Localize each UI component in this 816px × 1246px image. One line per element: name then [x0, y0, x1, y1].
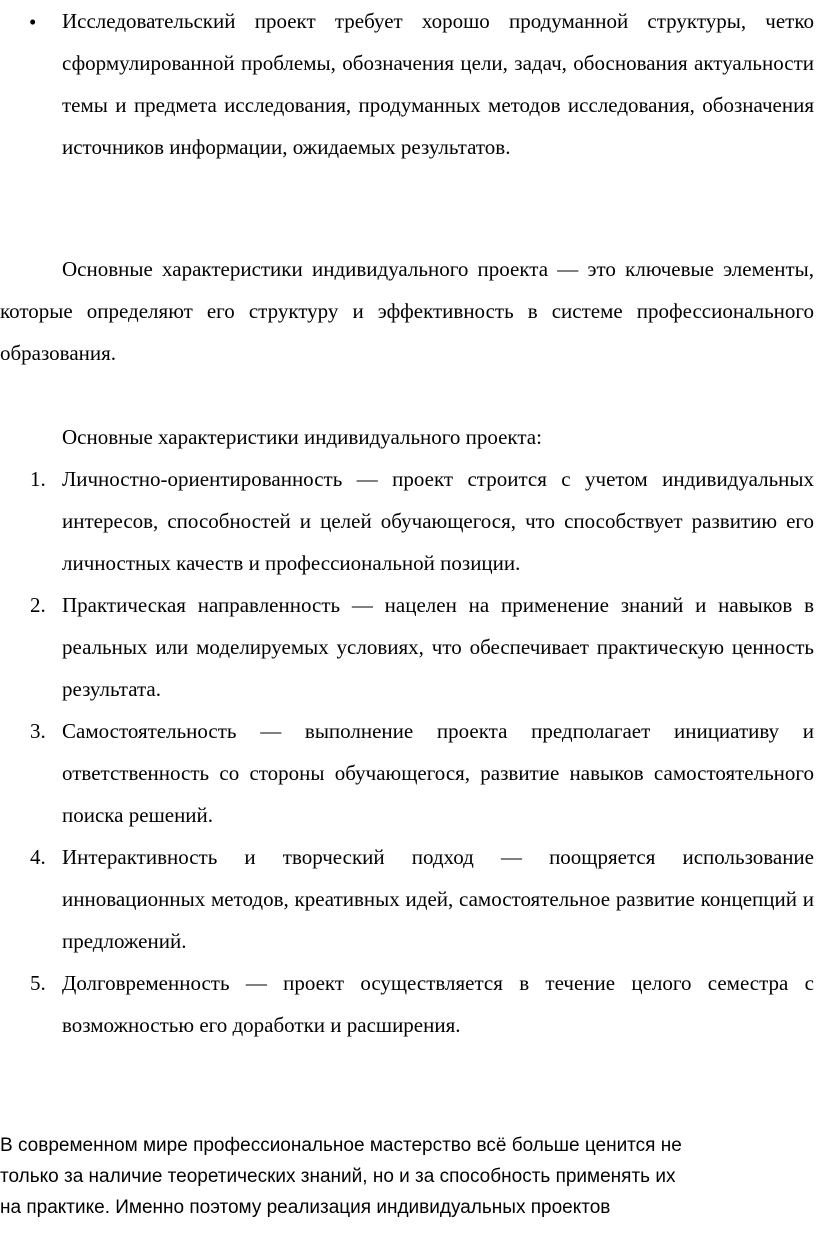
list-item-number: 3.: [30, 719, 46, 743]
list-item: [0, 836, 816, 962]
list-item: [0, 458, 816, 584]
list-item-text: Интерактивность и творческий подход — поощряется использование инновационных методов, креативных идей, самостоятельное развитие концепций и предложений.: [62, 845, 814, 953]
closing-line: на практике. Именно поэтому реализация индивидуальных проектов: [0, 1197, 611, 1218]
list-item: [0, 710, 816, 836]
list-item-number: 4.: [30, 845, 46, 869]
bullet-icon: •: [29, 10, 37, 34]
closing-line: только за наличие теоретических знаний, но и за способность применять их: [0, 1166, 676, 1187]
list-item: [0, 962, 816, 1046]
list-item-text: Практическая направленность — нацелен на применение знаний и навыков в реальных или моделируемых условиях, что обеспечивает практическую ценность результата.: [62, 593, 814, 701]
list-item-number: 2.: [30, 593, 46, 617]
numbered-list: [0, 458, 816, 1046]
closing-line: В современном мире профессиональное мастерство всё больше ценится не: [0, 1135, 682, 1156]
list-heading: Основные характеристики индивидуального проекта:: [62, 425, 542, 449]
intro-paragraph: Основные характеристики индивидуального проекта — это ключевые элементы, которые определяют его структуру и эффективность в системе профессионального образования.: [0, 257, 814, 365]
closing-paragraph: [0, 1130, 800, 1223]
list-item: [0, 584, 816, 710]
list-item-text: Долговременность — проект осуществляется в течение целого семестра с возможностью его доработки и расширения.: [62, 971, 814, 1037]
list-item-text: Личностно-ориентированность — проект строится с учетом индивидуальных интересов, способностей и целей обучающегося, что способствует развитию его личностных качеств и профессиональной позиции.: [62, 467, 814, 575]
list-item-number: 1.: [30, 467, 46, 491]
list-item-text: Самостоятельность — выполнение проекта предполагает инициативу и ответственность со стороны обучающегося, развитие навыков самостоятельного поиска решений.: [62, 719, 814, 827]
bullet-text: Исследовательский проект требует хорошо продуманной структуры, четко сформулированной проблемы, обозначения цели, задач, обоснования актуальности темы и предмета исследования, продуманных методов исследования, обозначения источников информации, ожидаемых результатов.: [62, 9, 814, 159]
list-item-number: 5.: [30, 971, 46, 995]
